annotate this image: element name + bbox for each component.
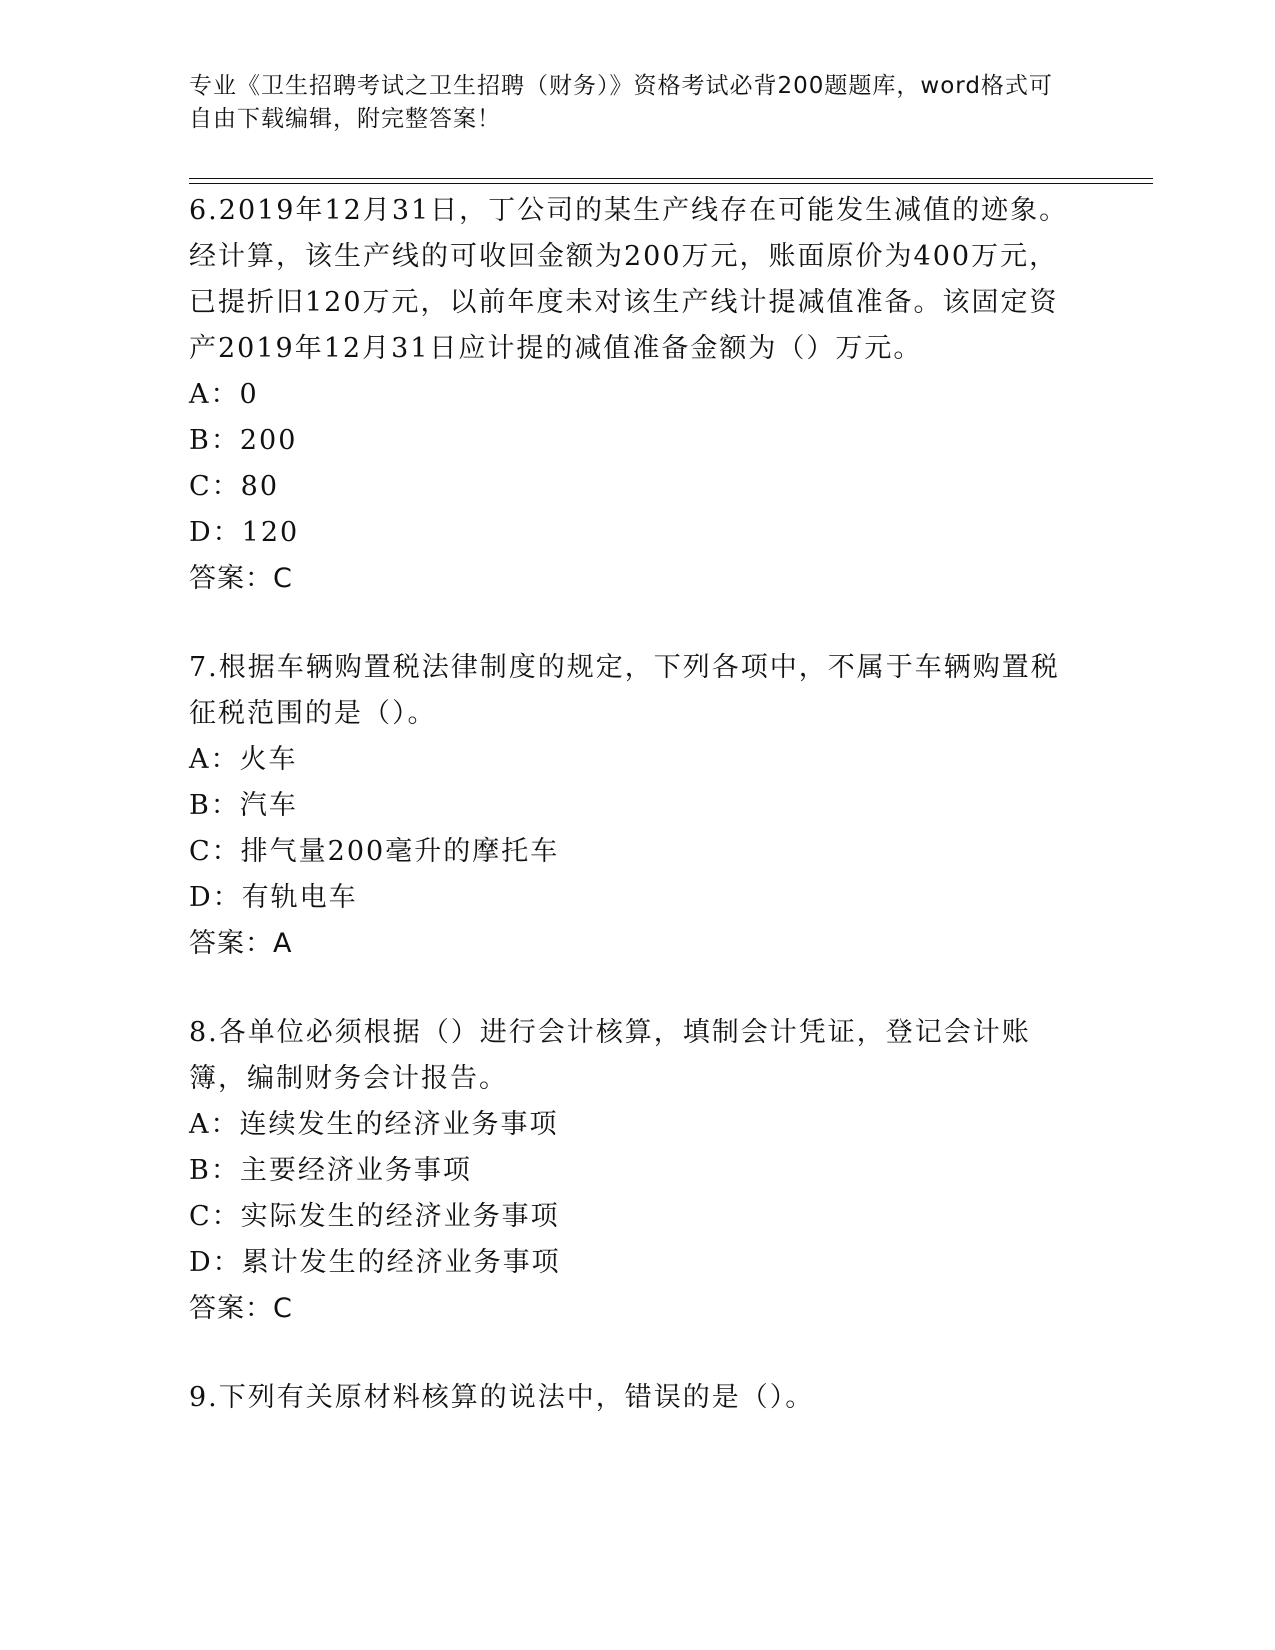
option-a: A：连续发生的经济业务事项 [189, 1109, 559, 1140]
question-6 [189, 188, 1069, 602]
question-stem: 7.根据车辆购置税法律制度的规定，下列各项中，不属于车辆购置税征税范围的是（）。 [189, 652, 1060, 729]
option-c: C：实际发生的经济业务事项 [189, 1201, 560, 1232]
question-stem: 9.下列有关原材料核算的说法中，错误的是（）。 [189, 1382, 815, 1413]
option-b: B：汽车 [189, 790, 298, 821]
header-divider-line [189, 178, 1153, 179]
option-a: A：火车 [189, 744, 298, 775]
option-d: D：有轨电车 [189, 882, 358, 913]
option-a: A：0 [189, 379, 259, 410]
option-c: C：80 [189, 471, 280, 502]
question-8 [189, 1010, 1069, 1332]
answer-line: 答案：A [189, 928, 293, 959]
option-d: D：累计发生的经济业务事项 [189, 1247, 561, 1278]
option-c: C：排气量200毫升的摩托车 [189, 836, 560, 867]
question-stem: 8.各单位必须根据（）进行会计核算，填制会计凭证，登记会计账簿，编制财务会计报告。 [189, 1017, 1031, 1094]
answer-line: 答案：C [189, 563, 293, 594]
question-stem: 6.2019年12月31日，丁公司的某生产线存在可能发生减值的迹象。经计算，该生产线的可收回金额为200万元，账面原价为400万元，已提折旧120万元，以前年度未对该生产线计提减值准备。该固定资产2019年12月31日应计提的减值准备金额为（）万元。 [189, 195, 1069, 364]
option-b: B：主要经济业务事项 [189, 1155, 472, 1186]
option-b: B：200 [189, 425, 298, 456]
header-divider-line-second [189, 183, 1153, 184]
option-d: D：120 [189, 517, 300, 548]
document-header: 专业《卫生招聘考试之卫生招聘（财务）》资格考试必背200题题库，word格式可自由下载编辑，附完整答案！ [189, 73, 1053, 132]
answer-line: 答案：C [189, 1293, 293, 1324]
question-9 [189, 1375, 1069, 1421]
question-7 [189, 645, 1069, 967]
